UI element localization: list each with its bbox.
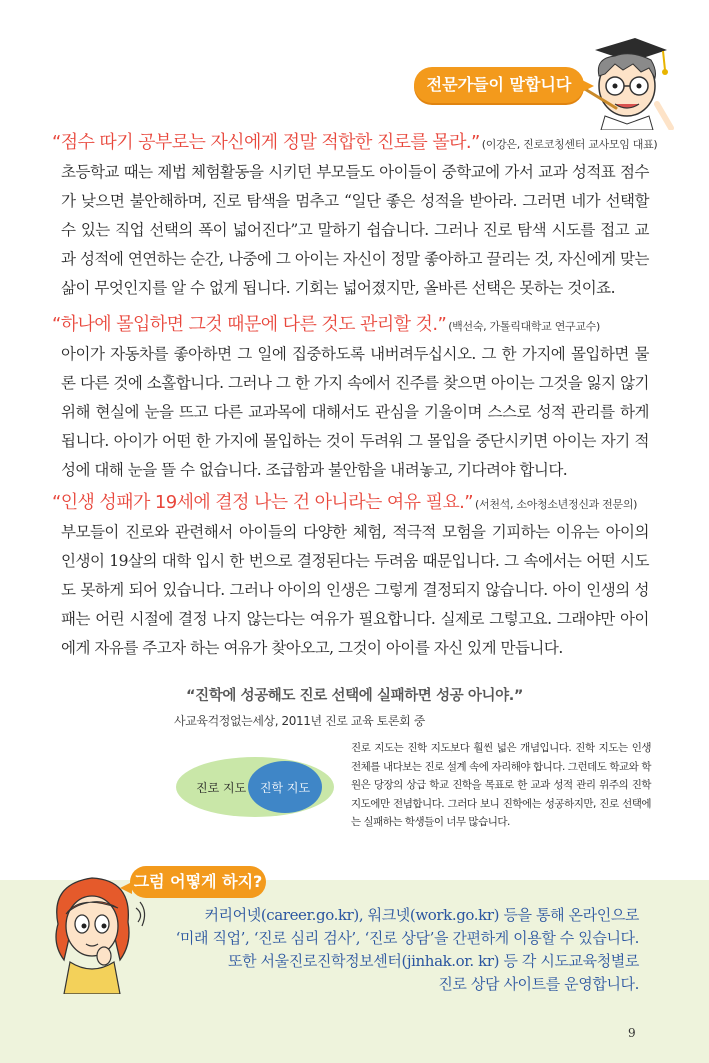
tip-line: 진로 상담 사이트를 운영합니다. — [438, 975, 639, 993]
tip-line: 커리어넷(career.go.kr), 워크넷(work.go.kr) 등을 통해 온라인으로 — [204, 906, 639, 924]
quote-paragraph-2: 아이가 자동차를 좋아하면 그 일에 집중하도록 내버려두십시오. 그 한 가지에 몰입하면 물론 다른 것에 소홀합니다. 그러나 그 한 가지 속에서 진주를 찾으면 아이는 그것을 잃지 않기 위해 현실에 눈을 뜨고 다른 교과목에 대해서도 관심을 기울이며 스스로 성적 관리를 하게 됩니다. 아이가 어떤 한 가지에 몰입하는 것이 두려워 그 몰입을 중단시키면 아이는 자기 적성에 대해 눈을 뜰 수 없습니다. 조급함과 불안함을 내려놓고, 기다려야 합니다. — [61, 345, 649, 479]
quote-source: (서천석, 소아청소년정신과 전문의) — [475, 498, 638, 511]
quote-text: “하나에 몰입하면 그것 때문에 다른 것도 관리할 것.” — [52, 314, 447, 335]
professor-illustration — [575, 20, 675, 130]
tip-line: ‘미래 직업’, ‘진로 심리 검사’, ‘진로 상담’을 간편하게 이용할 수 있습니다. — [175, 929, 639, 947]
center-quote: “진학에 성공해도 진로 선택에 실패하면 성공 아니야.” — [185, 688, 523, 704]
quote-text: “점수 따기 공부로는 자신에게 정말 적합한 진로를 몰라.” — [52, 132, 480, 153]
quote-heading-2 — [52, 310, 600, 336]
experts-speak-badge: 전문가들이 말합니다 — [414, 67, 584, 103]
quote-text: “인생 성패가 19세에 결정 나는 건 아니라는 여유 필요.” — [52, 492, 474, 513]
quote-paragraph-3: 부모들이 진로와 관련해서 아이들의 다양한 체험, 적극적 모험을 기피하는 이유는 아이의 인생이 19살의 대학 입시 한 번으로 결정된다는 두려움 때문입니다. 그 속에서는 어떤 시도도 못하게 되어 있습니다. 그러나 아이의 인생은 그렇게 결정되지 않습니다. 아이 인생의 성패는 어린 시절에 결정 나지 않는다는 여유가 필요합니다. 실제로 그렇고요. 그래야만 아이에게 자유를 주고자 하는 여유가 찾아오고, 그것이 아이를 자신 있게 만듭니다. — [61, 523, 649, 657]
quote-paragraph-1: 초등학교 때는 제법 체험활동을 시키던 부모들도 아이들이 중학교에 가서 교과 성적표 점수가 낮으면 불안해하며, 진로 탐색을 멈추고 “일단 좋은 성적을 받아라. 그러면 네가 선택할 수 있는 직업 선택의 폭이 넓어진다”고 말하기 쉽습니다. 그러나 진로 탐색 시도를 접고 교과 성적에 연연하는 순간, 나중에 그 아이는 자신이 정말 좋아하고 끌리는 것, 자신에게 맞는 삶이 무엇인지를 알 수 없게 됩니다. 기회는 넓어졌지만, 올바른 선택은 못하는 것이죠. — [61, 163, 649, 297]
admission-guidance-label: 진학 지도 — [259, 781, 311, 795]
quote-source: (백선숙, 가톨릭대학교 연구교수) — [448, 320, 600, 333]
center-quote-source: 사교육걱정없는세상, 2011년 진로 교육 토론회 중 — [174, 714, 425, 728]
career-guidance-label: 진로 지도 — [196, 781, 247, 795]
quote-heading-3 — [52, 488, 637, 514]
page-number: 9 — [628, 1026, 636, 1040]
tip-text — [119, 904, 639, 996]
what-to-do-badge: 그럼 어떻게 하지? — [130, 866, 266, 898]
quote-heading-1 — [52, 128, 657, 154]
tip-line: 또한 서울진로진학정보센터(jinhak.or. kr) 등 각 시도교육청별로 — [228, 952, 639, 970]
quote-source: (이강은, 진로코칭센터 교사모임 대표) — [481, 138, 658, 151]
diagram-explanation: 진로 지도는 진학 지도보다 훨씬 넓은 개념입니다. 진학 지도는 인생 전체를 내다보는 진로 설계 속에 자리해야 합니다. 그런데도 학교와 학원은 당장의 상급 학교 진학을 목표로 한 교과 성적 관리 위주의 진학 지도에만 전념합니다. 그러다 보니 진학에는 성공하지만, 진로 선택에는 실패하는 학생들이 너무 많습니다. — [351, 742, 651, 828]
